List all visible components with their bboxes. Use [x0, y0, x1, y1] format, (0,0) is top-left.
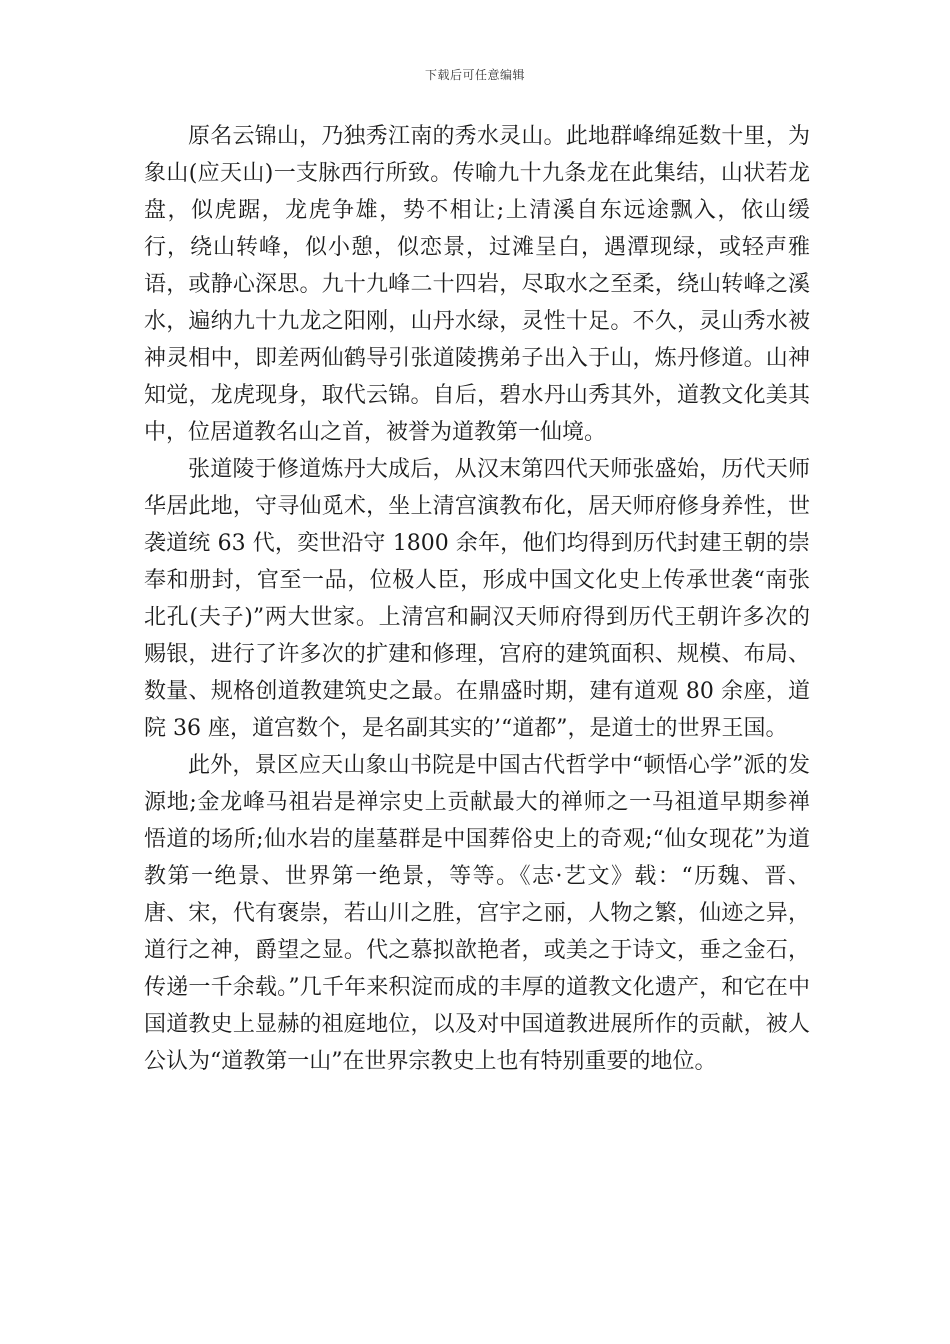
paragraph-3: 此外，景区应天山象山书院是中国古代哲学中“顿悟心学”派的发源地;金龙峰马祖岩是禅宗史上贡献最大的禅师之一马祖道早期参禅悟道的场所;仙水岩的崖墓群是中国葬俗史上的奇观;“仙女现花”为道教第一绝景、世界第一绝景，等等。《志·艺文》载：“历魏、晋、唐、宋，代有褒崇，若山川之胜，宫宇之丽，人物之繁，仙迹之异，道行之神，爵望之显。代之慕拟歆艳者，或美之于诗文，垂之金石，传递一千余载。”几千年来积淀而成的丰厚的道教文化遗产，和它在中国道教史上显赫的祖庭地位，以及对中国道教进展所作的贡献，被人公认为“道教第一山”在世界宗教史上也有特别重要的地位。 — [144, 753, 810, 1074]
header-note: 下载后可任意编辑 — [424, 68, 525, 82]
paragraph-2: 张道陵于修道炼丹大成后，从汉末第四代天师张盛始，历代天师华居此地，守寻仙觅术，坐上清宫演教布化，居天师府修身养性，世袭道统 63 代，奕世沿守 1800 余年，他们均得到历代封建王朝的崇奉和册封，官至一品，位极人臣，形成中国文化史上传承世袭“南张北孔(夫子)”两大世家。上清宫和嗣汉天师府得到历代王朝许多次的赐银，进行了许多次的扩建和修理，宫府的建筑面积、规模、布局、数量、规格创道教建筑史之最。在鼎盛时期，建有道观 80 余座，道院 36 座，道宫数个，是名副其实的’“道都”，是道士的世界王国。 — [144, 457, 810, 741]
paragraph-1: 原名云锦山，乃独秀江南的秀水灵山。此地群峰绵延数十里，为象山(应天山)一支脉西行所致。传喻九十九条龙在此集结，山状若龙盘，似虎踞，龙虎争雄，势不相让;上清溪自东远途飘入，依山缓行，绕山转峰，似小憩，似恋景，过滩呈白，遇潭现绿，或轻声雅语，或静心深思。九十九峰二十四岩，尽取水之至柔，绕山转峰之溪水，遍纳九十九龙之阳刚，山丹水绿，灵性十足。不久，灵山秀水被神灵相中，即差两仙鹤导引张道陵携弟子出入于山，炼丹修道。山神知觉，龙虎现身，取代云锦。自后，碧水丹山秀其外，道教文化美其中，位居道教名山之首，被誉为道教第一仙境。 — [144, 124, 810, 445]
document-body — [144, 118, 810, 1080]
